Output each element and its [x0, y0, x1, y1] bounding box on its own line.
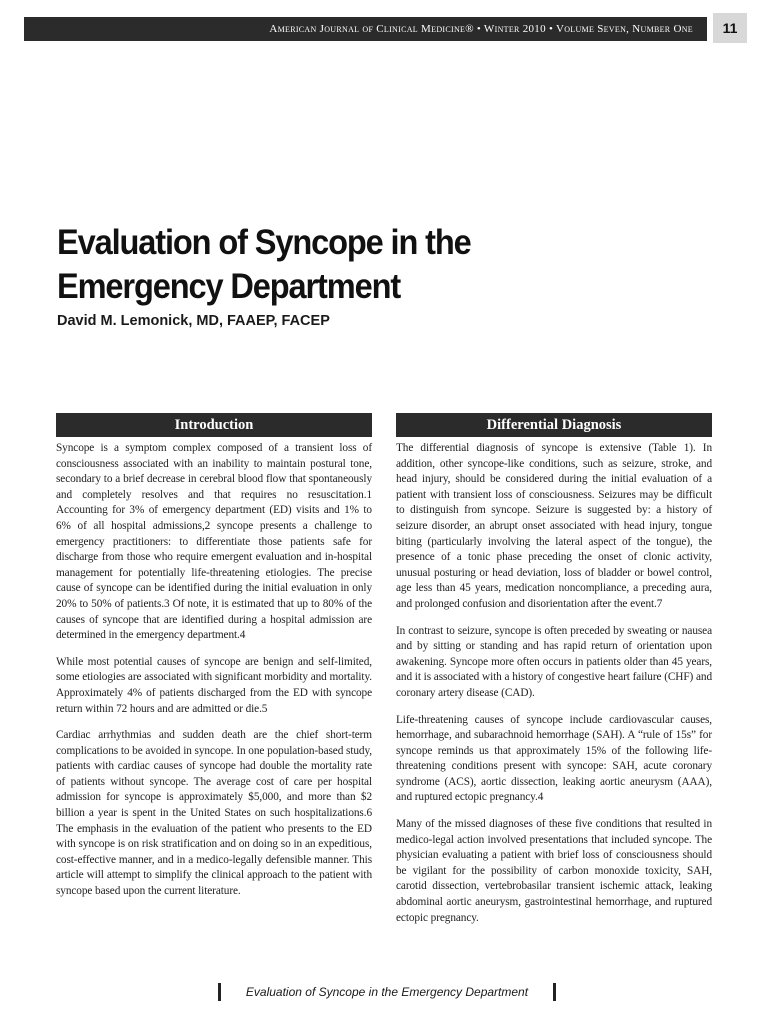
differential-paragraph-2: In contrast to seizure, syncope is often preceded by sweating or nausea and by sitting or standing and has rapid return of orientation upon awakening. Syncope more often occurs in patients older than 45 years, and it is associated with a history of congestive heart failure (CHF) and coronary artery disease (CAD). [396, 624, 712, 699]
introduction-paragraph-1: Syncope is a symptom complex composed of a transient loss of consciousness associated with an inability to maintain postural tone, secondary to a brief decrease in cerebral blood flow that spontaneously and completely resolves and that requires no resuscitation.1 Accounting for 3% of emergency department (ED) visits and 1% to 6% of all hospital admissions,2 syncope presents a challenge to emergency practitioners: to differentiate those patients safe for discharge from those who require emergent evaluation and in-hospital management for potentially life-threatening etiologies. The precise cause of syncope can be identified during the initial evaluation in only 20% to 50% of patients.3 Of note, it is estimated that up to 80% of the causes of syncope that are identified during a hospital admission are determined in the emergency department.4 [56, 442, 372, 642]
article-title-line-2: Emergency Department [57, 267, 401, 306]
differential-diagnosis-column [396, 413, 712, 937]
differential-paragraph-4: Many of the missed diagnoses of these five conditions that resulted in medico-legal action involved presentations that included syncope. The physician evaluating a patient with brief loss of consciousness should be vigilant for the possibility of carbon monoxide toxicity, SAH, carotid dissection, vertebrobasilar transient ischemic attack, leaking abdominal aortic aneurysm, gastrointestinal hemorrhage, and ruptured ectopic pregnancy. [396, 818, 712, 924]
article-author: David M. Lemonick, MD, FAAEP, FACEP [57, 313, 330, 329]
differential-paragraph-3: Life-threatening causes of syncope include cardiovascular causes, hemorrhage, and subarachnoid hemorrhage (SAH). A “rule of 15s” for syncope reminds us that approximately 15% of the following life-threatening conditions present with syncope: SAH, acute coronary syndrome (ACS), aortic dissection, leaking aortic aneurysm (AAA), and ruptured ectopic pregnancy.4 [396, 713, 712, 804]
page-number: 11 [713, 13, 747, 43]
article-title [57, 221, 578, 309]
article-title-line-1: Evaluation of Syncope in the [57, 223, 471, 262]
journal-running-title: American Journal of Clinical Medicine® • Winter 2010 • Volume Seven, Number One [269, 23, 693, 35]
footer-title-text: Evaluation of Syncope in the Emergency Department [245, 985, 529, 999]
footer-running-title [218, 983, 556, 1001]
introduction-paragraph-3: Cardiac arrhythmias and sudden death are the chief short-term complications to be avoided in syncope. In one population-based study, patients with cardiac causes of syncope had double the mortality rate of patients without syncope. The average cost of care per hospital admission for syncope is approximately $5,000, and more than $2 billion a year is spent in the United States on such hospitalizations.6 The emphasis in the evaluation of the patient who presents to the ED with syncope is on risk stratification and on doing so in an expeditious, cost-effective manner, and in a medico-legally defensible manner. This article will attempt to simplify the clinical approach to the patient with syncope based upon the current literature. [56, 729, 372, 898]
differential-diagnosis-heading: Differential Diagnosis [396, 413, 712, 437]
introduction-paragraph-2: While most potential causes of syncope are benign and self-limited, some etiologies are associated with significant morbidity and mortality. Approximately 4% of patients discharged from the ED with syncope return within 72 hours and are admitted or die.5 [56, 655, 372, 715]
introduction-column [56, 413, 372, 911]
differential-paragraph-1: The differential diagnosis of syncope is extensive (Table 1). In addition, other syncope-like conditions, such as seizure, stroke, and head injury, should be considered during the initial evaluation of a patient with transient loss of consciousness. Seizures may be difficult to distinguish from syncope. Seizure is suggested by: a history of seizure disorder, an abrupt onset associated with head injury, tongue biting (particularly involving the lateral aspect of the tongue), the presence of a tonic phase preceding the onset of clonic activity, unusual posturing or head deviation, loss of bladder or bowel control, age less than 45 years, medication noncompliance, a preceding aura, and prolonged confusion and disorientation after the event.7 [396, 442, 712, 610]
introduction-heading: Introduction [56, 413, 372, 437]
journal-header-bar [24, 17, 707, 41]
